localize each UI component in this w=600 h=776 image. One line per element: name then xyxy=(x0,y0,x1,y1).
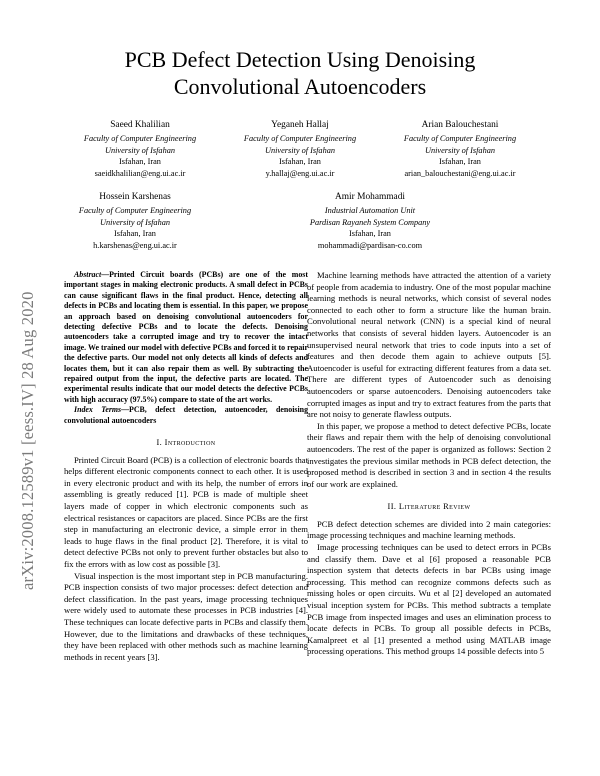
author-university: University of Isfahan xyxy=(104,145,176,155)
author-email: arian_balouchestani@eng.ui.ac.ir xyxy=(404,168,516,178)
author-name: Saeed Khalilian xyxy=(110,120,170,130)
right-column xyxy=(307,270,551,658)
author-university: University of Isfahan xyxy=(99,217,171,227)
author-block xyxy=(270,192,470,251)
title-line-1: PCB Defect Detection Using Denoising xyxy=(124,47,476,72)
author-faculty: Industrial Automation Unit xyxy=(324,206,416,215)
author-name: Amir Mohammadi xyxy=(334,192,406,202)
author-faculty: Faculty of Computer Engineering xyxy=(403,134,517,143)
section-number: II. xyxy=(387,502,397,512)
author-location: Isfahan, Iran xyxy=(114,229,156,238)
paragraph: In this paper, we propose a method to detect defective PCBs, locate their flaws and repair them with the help of denoising convolutional autoencoders. The rest of the paper is organized as follows: Section 2 investigates the previous similar methods in PCB defect detection, the proposed method is described in section 3 and in section 4 the results of our work are explained. xyxy=(307,420,551,489)
author-location: Isfahan, Iran xyxy=(119,157,161,166)
author-location: Isfahan, Iran xyxy=(279,157,321,166)
author-university: University of Isfahan xyxy=(264,145,336,155)
author-email: mohammadi@pardisan-co.com xyxy=(317,240,423,250)
author-faculty: Faculty of Computer Engineering xyxy=(243,134,357,143)
author-block xyxy=(40,192,230,251)
author-location: Isfahan, Iran xyxy=(439,157,481,166)
title-line-2: Convolutional Autoencoders xyxy=(173,74,427,99)
section-number: I. xyxy=(156,438,163,448)
author-name: Yeganeh Hallaj xyxy=(271,120,329,130)
author-name: Arian Balouchestani xyxy=(421,120,499,130)
section-title: Introduction xyxy=(164,438,216,448)
arxiv-identifier: arXiv:2008.12589v1 [eess.IV] 28 Aug 2020 xyxy=(18,291,37,590)
author-name: Hossein Karshenas xyxy=(99,192,171,202)
author-email: saeidkhalilian@eng.ui.ac.ir xyxy=(94,168,186,178)
author-block xyxy=(380,120,540,179)
paragraph: Machine learning methods have attracted the attention of a variety of people from academia to industry. One of the most popular machine learning methods is neural networks, which consist of several nodes connected to each other to form a structure like the human brain. Convolutional neural network (CNN) is a special kind of neural networks that consists of several hidden layers. Autoencoder is an unsupervised neural network that tries to code inputs into a set of features and then decode them again to achieve outputs [5]. Autoencoder is useful for extracting different features from a data set. There are different types of Autoencoder such as denoising autoencoders or sparse autoencoders. Denoising autoencoders take corrupted images as input and try to extract features from the parts that are not noisy to generate flawless outputs. xyxy=(307,270,551,420)
section-title: Literature Review xyxy=(398,502,471,512)
paragraph: Printed Circuit Board (PCB) is a collection of electronic boards that helps different electronic components connect to each other. It is used in every electronic product and with its help, the number of errors in assembling is greatly reduced [1]. PCB is made of multiple sheet layers made of copper in which electronic components such as electrical resistances or capacitors are placed. Since PCBs are the first step in manufacturing an electronic device, a simple error in them leads to huge flaws in the final product [2]. Therefore, it is vital to detect defective PCBs not only to prevent further obstacles but also to fix the errors with as low cost as possible [3]. xyxy=(64,454,308,570)
author-block xyxy=(60,120,220,179)
paper-title xyxy=(70,46,530,100)
author-email: y.hallaj@eng.ui.ac.ir xyxy=(265,168,335,178)
index-terms-label: Index Terms xyxy=(74,405,122,415)
section-heading-literature-review xyxy=(307,501,551,513)
section-heading-introduction xyxy=(64,437,308,449)
left-column xyxy=(64,270,308,663)
arxiv-sidebar xyxy=(0,190,40,590)
paragraph: PCB defect detection schemes are divided into 2 main categories: image processing techniques and machine learning methods. xyxy=(307,518,551,541)
index-terms xyxy=(64,405,308,426)
paragraph: Visual inspection is the most important step in PCB manufacturing. PCB inspection consists of two major processes: defect detection and defect classification. In the past years, image processing techniques were widely used to automate these processes in PCB industries [4]. These techniques can locate defective parts in PCBs and classify them. However, due to the limitations and drawbacks of these techniques, they have been replaced with other methods such as machine learning methods in recent years [3]. xyxy=(64,570,308,662)
author-location: Isfahan, Iran xyxy=(349,229,391,238)
abstract xyxy=(64,270,308,405)
abstract-label: Abstract xyxy=(74,270,102,279)
index-terms-text: —PCB, defect detection, autoencoder, denoising convolutional autoencoders xyxy=(64,405,309,425)
author-faculty: Faculty of Computer Engineering xyxy=(78,206,192,215)
abstract-text: —Printed Circuit boards (PCBs) are one of the most important stages in making electronic products. A small defect in PCBs can cause significant flaws in the final product. Hence, detecting all defects in PCBs and locating them is essential. In this paper, we propose an approach based on denoising convolutional autoencoders for detecting defective PCBs and to locate the defects. Denoising autoencoders take a corrupted image and try to recover the intact image. We trained our model with defective PCBs and forced it to repair the defective parts. Our model not only detects all kinds of defects and locates them, but it can also repair them as well. By subtracting the repaired output from the input, the defective parts are located. The experimental results indicate that our model detects the defective PCBs with high accuracy (97.5%) compare to state of the art works. xyxy=(64,270,308,404)
author-university: University of Isfahan xyxy=(424,145,496,155)
author-faculty: Faculty of Computer Engineering xyxy=(83,134,197,143)
author-email: h.karshenas@eng.ui.ac.ir xyxy=(93,240,177,250)
author-university: Pardisan Rayaneh System Company xyxy=(309,217,431,227)
paragraph: Image processing techniques can be used to detect errors in PCBs and classify them. Dave et al [6] proposed a reasonable PCB inspection system that detects defects in bar PCBs using image processing. This method can recognize commons defects such as missing holes or open circuits. Wu et al [2] developed an automated visual inception system for PCBs. This method subtracts a template PCB image from inspected images and uses an elimination process to locate defects in PCBs. To group all possible defects in PCBs, Kamalpreet et al [1] presented a method using MATLAB image processing operations. This method groups 14 possible defects into 5 xyxy=(307,542,551,657)
author-block xyxy=(220,120,380,179)
